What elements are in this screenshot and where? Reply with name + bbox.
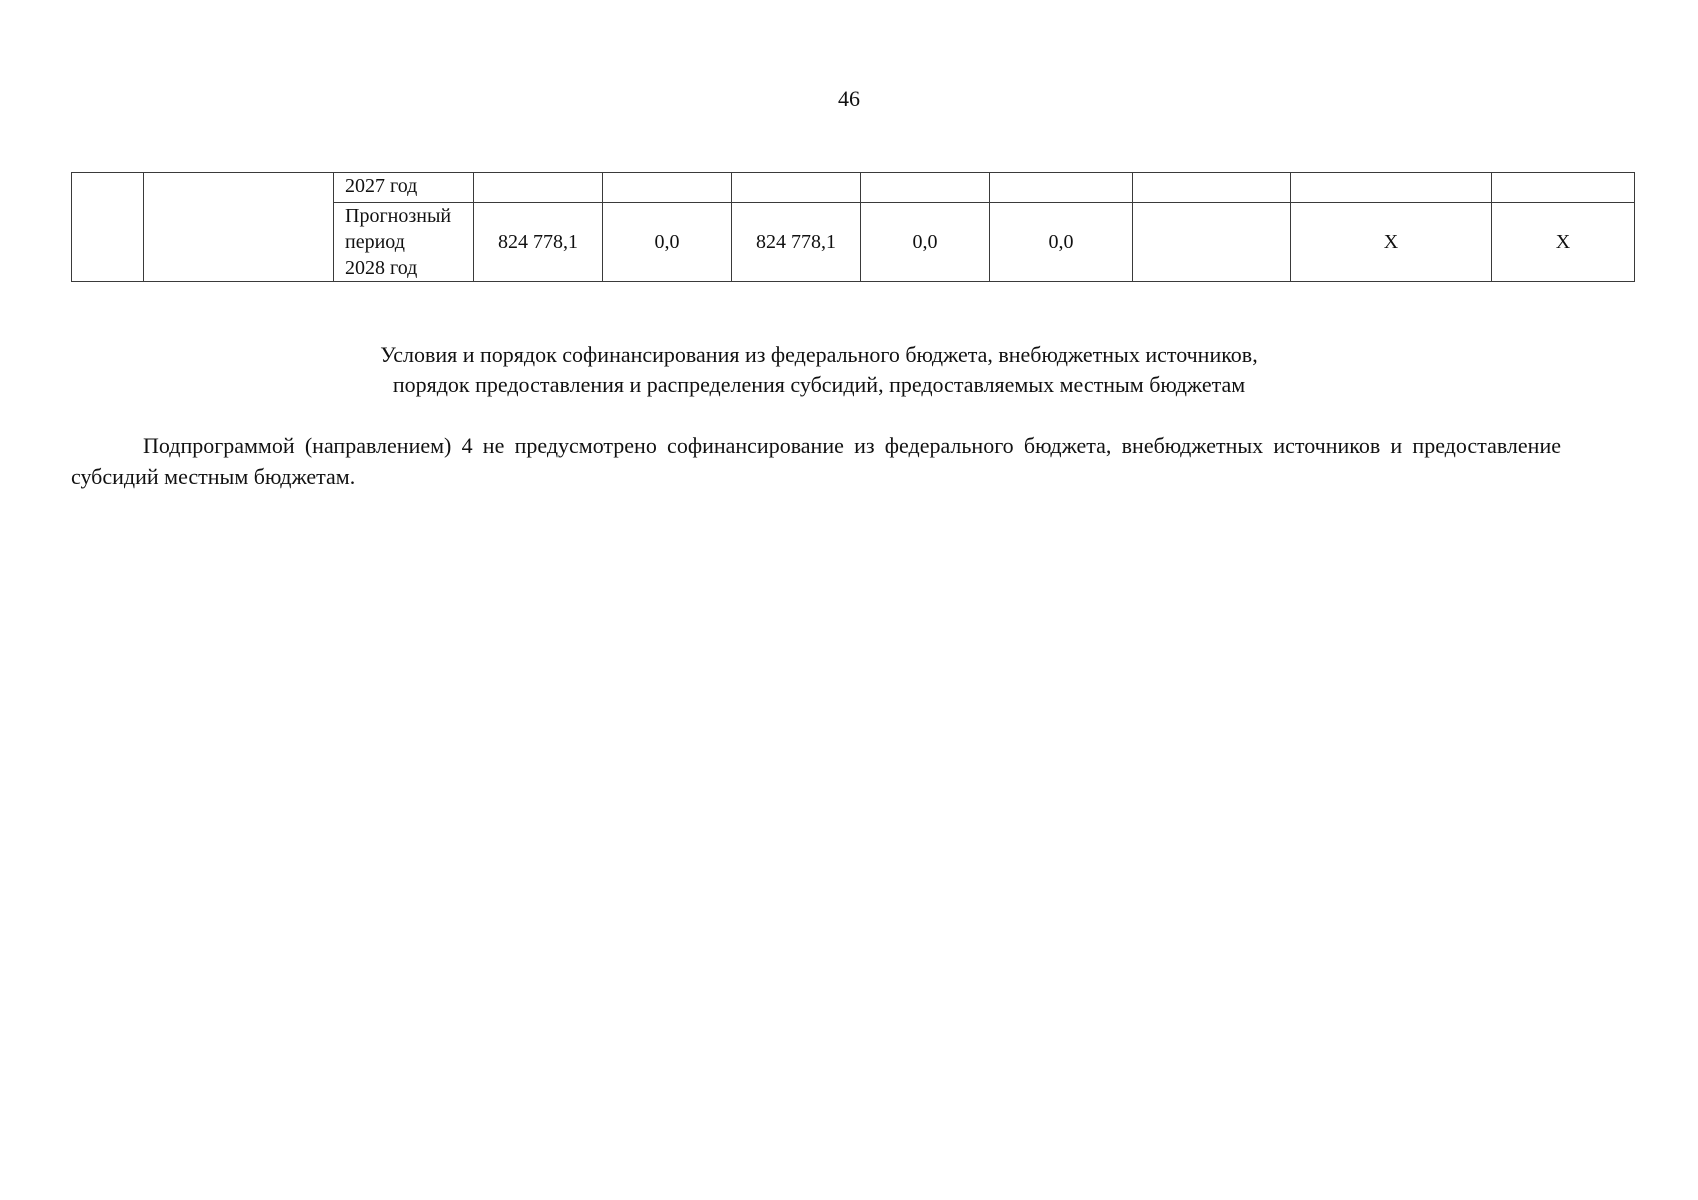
section-title bbox=[120, 340, 1518, 400]
table-cell bbox=[603, 173, 732, 203]
table-row bbox=[72, 173, 1635, 203]
table-cell-period: Прогнозный период 2028 год bbox=[334, 203, 474, 282]
page-number: 46 bbox=[838, 86, 860, 111]
table-cell bbox=[1133, 173, 1291, 203]
section-title-line: порядок предоставления и распределения субсидий, предоставляемых местным бюджетам bbox=[392, 372, 1246, 397]
table-cell bbox=[1492, 173, 1635, 203]
table-cell: Х bbox=[1291, 203, 1492, 282]
table-cell-period: 2027 год bbox=[334, 173, 474, 203]
table-cell: 824 778,1 bbox=[732, 203, 861, 282]
table-cell: 0,0 bbox=[861, 203, 990, 282]
table-cell bbox=[990, 173, 1133, 203]
table-cell bbox=[861, 173, 990, 203]
table-cell bbox=[1133, 203, 1291, 282]
table-cell: 0,0 bbox=[990, 203, 1133, 282]
table-cell: 824 778,1 bbox=[474, 203, 603, 282]
table-cell bbox=[474, 173, 603, 203]
table-cell-number bbox=[72, 173, 144, 282]
table-cell bbox=[1291, 173, 1492, 203]
body-paragraph: Подпрограммой (направлением) 4 не предусмотрено софинансирование из федерального бюджета, внебюджетных источников и предоставление субсидий местным бюджетам. bbox=[71, 433, 1561, 489]
section-title-line: Условия и порядок софинансирования из федерального бюджета, внебюджетных источников, bbox=[380, 342, 1258, 367]
table-cell: Х bbox=[1492, 203, 1635, 282]
table-cell bbox=[732, 173, 861, 203]
financing-table bbox=[71, 172, 1635, 282]
table-cell: 0,0 bbox=[603, 203, 732, 282]
table-cell-name bbox=[144, 173, 334, 282]
